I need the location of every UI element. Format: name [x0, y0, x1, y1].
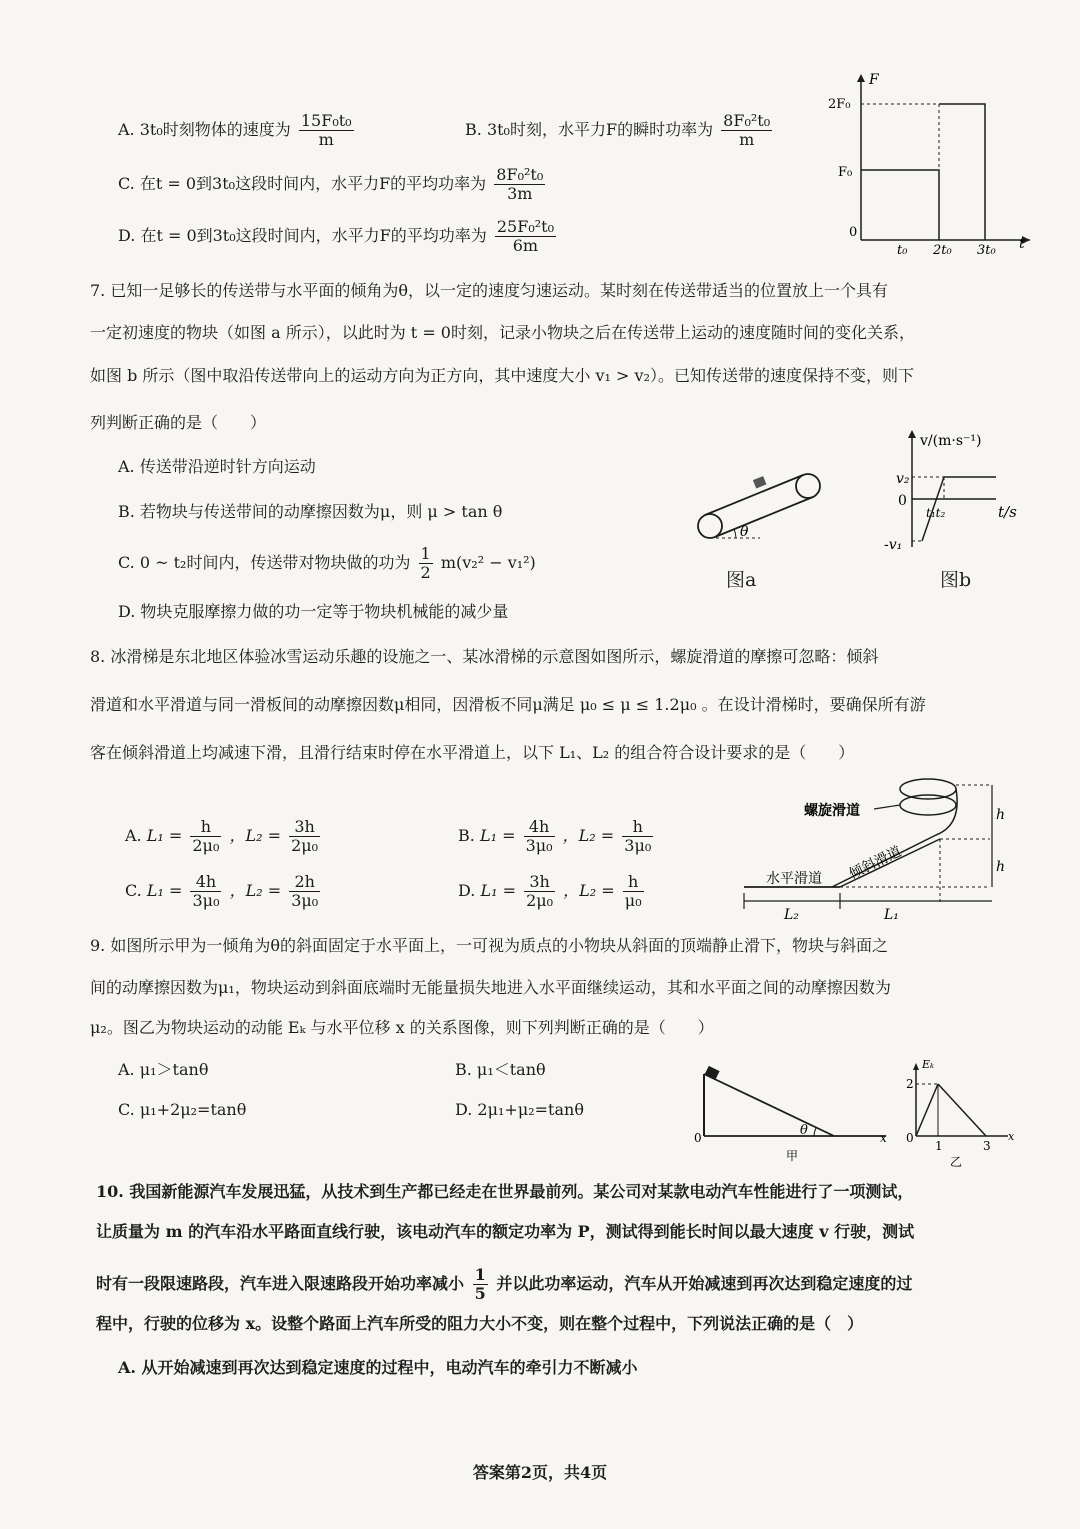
q8-l2-label: L₂ — [784, 907, 799, 923]
q10-stem-line-3 — [96, 1266, 912, 1303]
page-footer: 答案第2页，共4页 — [472, 1463, 608, 1482]
q7-v-arrow — [908, 430, 916, 438]
q6-tick-2f0: 2F₀ — [828, 97, 851, 112]
q8-c-l2-den: 3μ₀ — [291, 891, 319, 910]
q8-c-l1-eq: L₁ = — [146, 881, 183, 900]
q7-option-b: B. 若物块与传送带间的动摩擦因数为μ，则 μ > tan θ — [118, 502, 503, 521]
q8-stem-line-2: 滑道和水平滑道与同一滑板间的动摩擦因数μ相同，因滑板不同μ满足 μ₀ ≤ μ ≤ 1.2μ₀ 。在设计滑梯时，要确保所有游 — [90, 695, 926, 714]
q6-d-den: 6m — [512, 236, 539, 255]
q6-b-den: m — [739, 130, 755, 149]
q8-a-l1-eq: L₁ = — [146, 826, 183, 845]
q6-option-c — [118, 166, 548, 203]
q10-stem-line-4: 程中，行驶的位移为 x。设整个路面上汽车所受的阻力大小不变，则在整个过程中，下列说法正确的是（ ） — [96, 1314, 864, 1333]
q8-h-lower: h — [996, 859, 1006, 875]
q8-stem-line-3: 客在倾斜滑道上均减速下滑，且滑行结束时停在水平滑道上，以下 L₁、L₂ 的组合符合设计要求的是（ ） — [90, 743, 855, 762]
q10-stem-line-2: 让质量为 m 的汽车沿水平路面直线行驶，该电动汽车的额定功率为 P，测试得到能长时间以最大速度 v 行驶，测试 — [96, 1222, 915, 1241]
q9-option-b: B. μ₁＜tanθ — [455, 1060, 546, 1079]
q9-tick-2: 2 — [906, 1077, 914, 1091]
q8-b-l2-eq: ，L₂ = — [562, 826, 615, 845]
q9-yi-caption: 乙 — [950, 1155, 963, 1169]
q7-v1-label: -v₁ — [884, 537, 903, 553]
q8-d-l1-eq: L₁ = — [480, 881, 516, 900]
q7-angle-arc — [734, 529, 736, 538]
q8-horizontal-label: 水平滑道 — [766, 871, 822, 887]
q6-y-arrow — [857, 74, 865, 82]
q6-b-label: B. — [465, 120, 482, 139]
q9-rise-line — [916, 1084, 938, 1136]
q8-d-label: D. — [458, 881, 476, 900]
q6-a-num: 15F₀t₀ — [300, 111, 352, 130]
q8-d-l1-frac — [524, 873, 555, 910]
q6-tick-3t0: 3t₀ — [977, 243, 996, 258]
q7-option-d: D. 物块克服摩擦力做的功一定等于物块机械能的减少量 — [118, 602, 509, 621]
q9-figure-yi-ek-graph — [898, 1056, 1018, 1172]
q6-option-b — [465, 112, 775, 149]
q9-x-label: x — [1008, 1130, 1015, 1143]
q8-b-l1-den: 3μ₀ — [525, 836, 553, 855]
q7-t-label: t/s — [998, 503, 1017, 521]
q10-frac-den: 5 — [474, 1284, 486, 1303]
q9-tick-1: 1 — [935, 1139, 943, 1153]
q7-option-a: A. 传送带沿逆时针方向运动 — [118, 457, 316, 476]
q8-option-d — [458, 873, 647, 910]
q8-a-l2-num: 3h — [289, 818, 320, 837]
q6-a-den: m — [318, 130, 334, 149]
q10-line3-prefix: 时有一段限速路段，汽车进入限速路段开始功率减小 — [96, 1274, 465, 1293]
q9-jia-origin: 0 — [694, 1131, 702, 1145]
q8-c-l1-den: 3μ₀ — [192, 891, 220, 910]
q6-y-label: F — [869, 72, 879, 88]
q9-option-a: A. μ₁＞tanθ — [118, 1060, 209, 1079]
q8-spiral-label: 螺旋滑道 — [804, 803, 860, 819]
q7-t-ticks: t₁t₂ — [926, 506, 946, 520]
q8-a-l2-eq: ，L₂ = — [229, 826, 281, 845]
q7-stem-line-3: 如图 b 所示（图中取沿传送带向上的运动方向为正方向，其中速度大小 v₁ > v₂）。已知传送带的速度保持不变，则下 — [90, 366, 914, 385]
q7-c-prefix: C. 0 ~ t₂时间内，传送带对物块做的功为 — [118, 553, 411, 572]
q9-yi-origin: 0 — [906, 1131, 914, 1145]
q9-angle-arc — [814, 1128, 816, 1136]
q8-d-l1-num: 3h — [524, 873, 555, 892]
q6-force-time-graph — [825, 68, 1035, 258]
q9-stem-line-1: 9. 如图所示甲为一倾角为θ的斜面固定于水平面上，一可视为质点的小物块从斜面的顶端静止滑下，物块与斜面之 — [90, 936, 888, 955]
q9-stem-line-2: 间的动摩擦因数为μ₁，物块运动到斜面底端时无能量损失地进入水平面继续运动，其和水平面之间的动摩擦因数为 — [90, 978, 891, 997]
q6-b-text: 3t₀时刻，水平力F的瞬时功率为 — [486, 120, 714, 139]
q6-b-num: 8F₀²t₀ — [723, 111, 771, 130]
q8-a-l1-frac — [190, 818, 221, 855]
q8-spiral-loop-1 — [900, 779, 956, 799]
q8-a-label: A. — [125, 826, 142, 845]
q8-c-l2-num: 2h — [289, 873, 320, 892]
q8-c-l1-num: 4h — [190, 873, 221, 892]
q6-c-num: 8F₀²t₀ — [496, 165, 544, 184]
q7-c-num: 1 — [420, 544, 431, 563]
q8-a-l2-den: 2μ₀ — [291, 836, 319, 855]
q8-option-a — [125, 818, 323, 855]
q6-a-label: A. — [118, 120, 135, 139]
q6-x-label: t — [1019, 236, 1025, 252]
q6-a-fraction — [299, 112, 354, 149]
q9-incline-surface — [704, 1074, 834, 1136]
q10-option-a: A. 从开始减速到再次达到稳定速度的过程中，电动汽车的牵引力不断减小 — [118, 1358, 638, 1377]
q10-line3-suffix: 并以此功率运动，汽车从开始减速到再次达到稳定速度的过 — [496, 1274, 913, 1293]
q8-stem-line-1: 8. 冰滑梯是东北地区体验冰雪运动乐趣的设施之一、某冰滑梯的示意图如图所示，螺旋滑道的摩擦可忽略：倾斜 — [90, 647, 879, 666]
q10-fraction — [473, 1266, 488, 1303]
q8-b-l2-num: h — [622, 818, 653, 837]
q10-frac-num: 1 — [474, 1265, 486, 1284]
q6-d-label: D. — [118, 226, 136, 245]
q7-figure-b-caption: 图b — [940, 569, 972, 591]
q8-b-label: B. — [458, 826, 475, 845]
q8-incline-label: 倾斜滑道 — [846, 843, 905, 883]
q8-spiral-pointer — [874, 805, 900, 809]
q6-tick-2t0: 2t₀ — [933, 243, 952, 258]
q6-c-label: C. — [118, 174, 135, 193]
q6-segment-1 — [861, 170, 939, 240]
q7-upper-pulley — [796, 474, 820, 498]
q8-b-l2-den: 3μ₀ — [624, 836, 652, 855]
q8-h-upper: h — [996, 807, 1006, 823]
q6-option-a — [118, 112, 357, 149]
q6-option-d — [118, 218, 559, 255]
q7-stem-line-4: 列判断正确的是（ ） — [90, 413, 267, 432]
q6-c-text: 在t = 0到3t₀这段时间内，水平力F的平均功率为 — [139, 174, 487, 193]
q7-belt-bottom — [715, 497, 813, 537]
q7-block — [753, 476, 767, 488]
q7-c-den: 2 — [420, 563, 431, 582]
q8-c-l2-eq: ，L₂ = — [229, 881, 282, 900]
q6-segment-2 — [939, 104, 985, 240]
q9-angle-label: θ — [800, 1123, 808, 1138]
q7-figure-a-caption: 图a — [726, 569, 757, 591]
q8-d-l1-den: 2μ₀ — [526, 891, 554, 910]
q8-ice-slide-figure — [740, 775, 1030, 923]
q7-stem-line-1: 7. 已知一足够长的传送带与水平面的倾角为θ，以一定的速度匀速运动。某时刻在传送带适当的位置放上一个具有 — [90, 281, 888, 300]
q9-jia-caption: 甲 — [786, 1149, 799, 1163]
q8-b-l1-num: 4h — [524, 818, 555, 837]
q8-c-label: C. — [125, 881, 142, 900]
q7-figure-b-vt-graph — [878, 425, 1028, 555]
q9-stem-line-3: μ₂。图乙为物块运动的动能 Eₖ 与水平位移 x 的关系图像，则下列判断正确的是（ ） — [90, 1018, 714, 1037]
q8-d-l2-den: μ₀ — [624, 891, 642, 910]
q8-l1-label: L₁ — [884, 907, 899, 923]
q6-a-text: 3t₀时刻物体的速度为 — [139, 120, 291, 139]
q9-fall-line — [938, 1084, 986, 1136]
q7-c-fraction — [419, 545, 433, 582]
q7-v-label: v/(m·s⁻¹) — [920, 433, 982, 449]
q6-d-text: 在t = 0到3t₀这段时间内，水平力F的平均功率为 — [140, 226, 487, 245]
q8-spiral-loop-2 — [900, 795, 956, 815]
q6-d-fraction — [495, 218, 556, 255]
q8-a-l1-num: h — [190, 818, 221, 837]
q6-c-fraction — [494, 166, 545, 203]
q6-c-den: 3m — [507, 184, 533, 203]
q10-stem-line-1: 10. 我国新能源汽车发展迅猛，从技术到生产都已经走在世界最前列。某公司对某款电动汽车性能进行了一项测试， — [96, 1182, 914, 1201]
q6-d-num: 25F₀²t₀ — [496, 217, 554, 236]
q8-b-l2-frac — [622, 818, 653, 855]
q8-option-b — [458, 818, 656, 855]
q8-c-l2-frac — [289, 873, 320, 910]
q7-figure-a-conveyor — [690, 470, 830, 550]
q7-c-suffix: m(v₂² − v₁²) — [440, 553, 536, 572]
q6-b-fraction — [721, 112, 772, 149]
q8-c-l1-frac — [190, 873, 221, 910]
q8-d-l2-frac — [623, 873, 644, 910]
q9-figure-jia-incline — [690, 1060, 900, 1172]
q8-a-l2-frac — [289, 818, 320, 855]
q9-jia-x-label: x — [880, 1131, 887, 1145]
q9-option-d: D. 2μ₁+μ₂=tanθ — [455, 1100, 584, 1119]
q8-option-c — [125, 873, 323, 910]
q6-tick-f0: F₀ — [838, 165, 853, 180]
q8-d-l2-num: h — [623, 873, 644, 892]
q6-tick-t0: t₀ — [897, 243, 908, 258]
q7-option-c — [118, 545, 536, 582]
q7-origin: 0 — [898, 493, 907, 509]
q8-d-l2-eq: ，L₂ = — [563, 881, 615, 900]
q8-b-l1-eq: L₁ = — [479, 826, 516, 845]
q9-block — [704, 1066, 719, 1080]
q9-tick-3: 3 — [983, 1139, 991, 1153]
q7-v2-label: v₂ — [896, 471, 910, 487]
q9-option-c: C. μ₁+2μ₂=tanθ — [118, 1100, 247, 1119]
q8-a-l1-den: 2μ₀ — [192, 836, 220, 855]
q7-lower-pulley — [698, 514, 722, 538]
q9-ek-label: Eₖ — [922, 1058, 935, 1071]
q6-origin: 0 — [849, 225, 858, 240]
q7-stem-line-2: 一定初速度的物块（如图 a 所示），以此时为 t = 0时刻，记录小物块之后在传送带上运动的速度随时间的变化关系， — [90, 323, 915, 342]
q7-angle-label: θ — [740, 524, 749, 540]
q8-b-l1-frac — [524, 818, 555, 855]
q9-ek-arrow — [913, 1063, 919, 1070]
